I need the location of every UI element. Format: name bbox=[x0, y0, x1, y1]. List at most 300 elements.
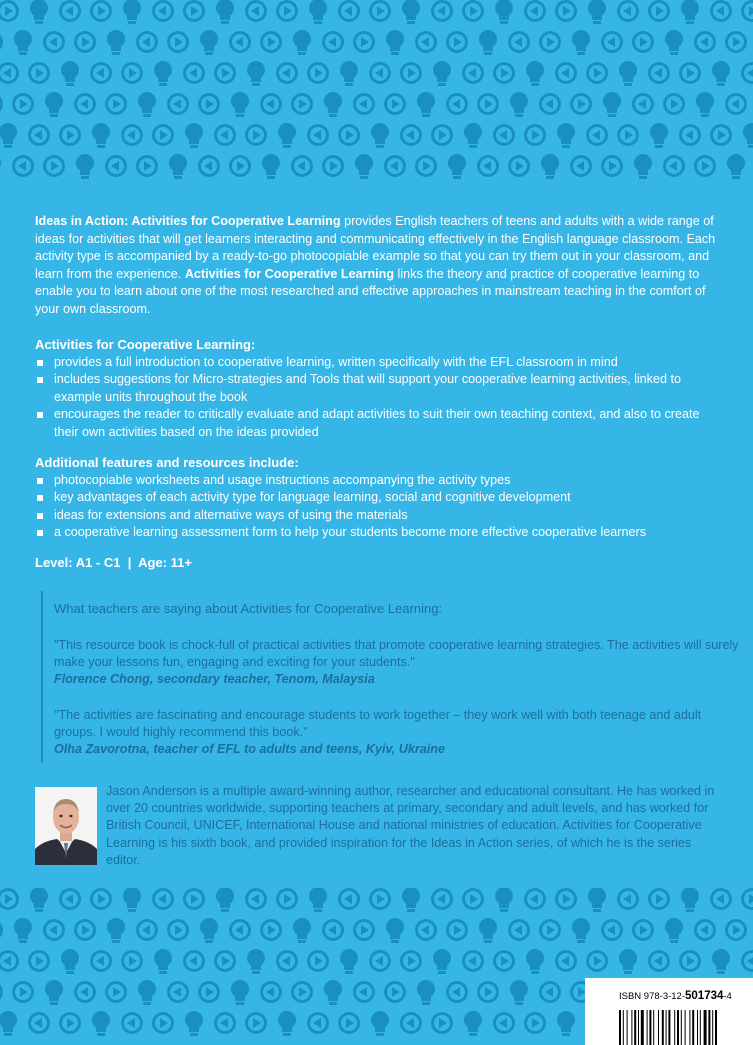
level-age-line: Level: A1 - C1 | Age: 11+ bbox=[35, 555, 192, 570]
back-circle-icon bbox=[539, 93, 561, 115]
list-item: photocopiable worksheets and usage instructions accompanying the activity types bbox=[35, 472, 725, 489]
barcode-bar bbox=[653, 1010, 654, 1045]
play-circle-icon bbox=[493, 950, 515, 972]
back-circle-icon bbox=[260, 981, 282, 1003]
back-circle-icon bbox=[462, 950, 484, 972]
lightbulb-icon bbox=[154, 949, 172, 974]
lightbulb-icon bbox=[402, 888, 420, 912]
back-circle-icon bbox=[601, 31, 623, 53]
lightbulb-icon bbox=[588, 0, 606, 24]
lightbulb-icon bbox=[324, 980, 342, 1005]
back-circle-icon bbox=[648, 950, 670, 972]
play-circle-icon bbox=[136, 155, 158, 177]
play-circle-icon bbox=[570, 93, 592, 115]
back-circle-icon bbox=[508, 31, 530, 53]
back-circle-icon bbox=[0, 93, 3, 115]
play-circle-icon bbox=[43, 155, 65, 177]
isbn-number bbox=[619, 990, 732, 1002]
back-circle-icon bbox=[276, 62, 298, 84]
barcode-bar bbox=[674, 1010, 675, 1045]
lightbulb-icon bbox=[154, 61, 172, 86]
lightbulb-icon bbox=[200, 918, 218, 943]
back-circle-icon bbox=[586, 124, 608, 146]
lightbulb-icon bbox=[185, 123, 203, 148]
play-circle-icon bbox=[586, 950, 608, 972]
lightbulb-icon bbox=[386, 918, 404, 943]
lightbulb-icon bbox=[510, 92, 528, 117]
back-circle-icon bbox=[183, 62, 205, 84]
features-list bbox=[35, 354, 725, 441]
back-circle-icon bbox=[741, 950, 753, 972]
play-circle-icon bbox=[710, 124, 732, 146]
lightbulb-icon bbox=[464, 123, 482, 148]
play-circle-icon bbox=[245, 1012, 267, 1034]
back-circle-icon bbox=[663, 155, 685, 177]
lightbulb-icon bbox=[0, 123, 17, 148]
lightbulb-icon bbox=[45, 92, 63, 117]
play-circle-icon bbox=[617, 124, 639, 146]
barcode-bar bbox=[649, 1010, 651, 1045]
back-circle-icon bbox=[245, 888, 267, 910]
barcode-bar bbox=[689, 1010, 690, 1045]
play-circle-icon bbox=[508, 155, 530, 177]
back-circle-icon bbox=[710, 0, 732, 22]
isbn-barcode-box bbox=[585, 978, 753, 1045]
lightbulb-icon bbox=[433, 61, 451, 86]
play-circle-icon bbox=[322, 155, 344, 177]
back-circle-icon bbox=[214, 124, 236, 146]
back-circle-icon bbox=[59, 0, 81, 22]
back-circle-icon bbox=[183, 950, 205, 972]
lightbulb-icon bbox=[371, 1011, 389, 1036]
barcode-bar bbox=[668, 1010, 670, 1045]
lightbulb-icon bbox=[45, 980, 63, 1005]
lightbulb-icon bbox=[185, 1011, 203, 1036]
lightbulb-icon bbox=[727, 154, 745, 179]
play-circle-icon bbox=[167, 919, 189, 941]
back-circle-icon bbox=[555, 950, 577, 972]
back-circle-icon bbox=[136, 919, 158, 941]
lightbulb-icon bbox=[61, 61, 79, 86]
play-circle-icon bbox=[384, 981, 406, 1003]
back-circle-icon bbox=[322, 31, 344, 53]
lightbulb-icon bbox=[541, 154, 559, 179]
play-circle-icon bbox=[679, 62, 701, 84]
play-circle-icon bbox=[477, 981, 499, 1003]
lightbulb-icon bbox=[138, 980, 156, 1005]
lightbulb-icon bbox=[495, 888, 513, 912]
play-circle-icon bbox=[28, 62, 50, 84]
lightbulb-icon bbox=[495, 0, 513, 24]
barcode-bar bbox=[712, 1010, 713, 1045]
back-circle-icon bbox=[338, 888, 360, 910]
back-circle-icon bbox=[121, 124, 143, 146]
lightbulb-icon bbox=[216, 0, 234, 24]
lightbulb-icon bbox=[0, 154, 1, 179]
play-circle-icon bbox=[400, 62, 422, 84]
additional-list bbox=[35, 472, 725, 542]
lightbulb-icon bbox=[603, 92, 621, 117]
barcode-bar bbox=[658, 1010, 659, 1045]
lightbulb-icon bbox=[510, 980, 528, 1005]
lightbulb-icon bbox=[402, 0, 420, 24]
lightbulb-icon bbox=[0, 1011, 17, 1036]
lightbulb-icon bbox=[712, 61, 730, 86]
lightbulb-icon bbox=[526, 949, 544, 974]
intro-text-2: links the theory and practice of cooperative learning to enable you to learn about one of the most researched and effective approaches in mainstream teaching in the comfort of your own classroom. bbox=[35, 266, 706, 316]
lightbulb-icon bbox=[324, 92, 342, 117]
back-circle-icon bbox=[524, 888, 546, 910]
play-circle-icon bbox=[741, 0, 753, 22]
play-circle-icon bbox=[725, 919, 747, 941]
play-circle-icon bbox=[353, 919, 375, 941]
back-circle-icon bbox=[43, 919, 65, 941]
back-circle-icon bbox=[43, 31, 65, 53]
back-circle-icon bbox=[245, 0, 267, 22]
barcode-bar bbox=[708, 1010, 710, 1045]
back-circle-icon bbox=[446, 93, 468, 115]
lightbulb-icon bbox=[696, 92, 714, 117]
lightbulb-icon bbox=[30, 888, 48, 912]
barcode-bar bbox=[638, 1010, 639, 1045]
lightbulb-icon bbox=[588, 888, 606, 912]
back-circle-icon bbox=[694, 31, 716, 53]
play-circle-icon bbox=[291, 981, 313, 1003]
play-circle-icon bbox=[74, 919, 96, 941]
play-circle-icon bbox=[539, 31, 561, 53]
play-circle-icon bbox=[555, 0, 577, 22]
additional-heading: Additional features and resources include: bbox=[35, 455, 299, 470]
play-circle-icon bbox=[229, 155, 251, 177]
back-circle-icon bbox=[400, 124, 422, 146]
play-circle-icon bbox=[384, 93, 406, 115]
lightbulb-icon bbox=[216, 888, 234, 912]
back-circle-icon bbox=[167, 981, 189, 1003]
back-circle-icon bbox=[694, 919, 716, 941]
testimonials-box bbox=[41, 591, 741, 763]
play-circle-icon bbox=[369, 888, 391, 910]
back-circle-icon bbox=[121, 1012, 143, 1034]
back-circle-icon bbox=[446, 981, 468, 1003]
back-circle-icon bbox=[369, 62, 391, 84]
back-circle-icon bbox=[741, 62, 753, 84]
back-circle-icon bbox=[136, 31, 158, 53]
play-circle-icon bbox=[679, 950, 701, 972]
play-circle-icon bbox=[105, 93, 127, 115]
play-circle-icon bbox=[632, 31, 654, 53]
lightbulb-icon bbox=[665, 918, 683, 943]
lightbulb-icon bbox=[634, 154, 652, 179]
play-circle-icon bbox=[183, 888, 205, 910]
back-circle-icon bbox=[0, 62, 19, 84]
back-circle-icon bbox=[632, 93, 654, 115]
lightbulb-icon bbox=[30, 0, 48, 24]
play-circle-icon bbox=[741, 888, 753, 910]
play-circle-icon bbox=[462, 888, 484, 910]
play-circle-icon bbox=[446, 31, 468, 53]
lightbulb-icon bbox=[169, 154, 187, 179]
back-circle-icon bbox=[28, 124, 50, 146]
back-circle-icon bbox=[0, 950, 19, 972]
barcode-icon bbox=[619, 1010, 749, 1045]
barcode-bar bbox=[619, 1010, 621, 1045]
back-circle-icon bbox=[229, 919, 251, 941]
list-item: includes suggestions for Micro-strategies and Tools that will support your cooperative learning activities, linked to example units throughout the book bbox=[35, 371, 725, 406]
lightbulb-icon bbox=[448, 154, 466, 179]
lightbulb-icon bbox=[278, 1011, 296, 1036]
play-circle-icon bbox=[369, 0, 391, 22]
back-circle-icon bbox=[415, 31, 437, 53]
author-photo bbox=[35, 787, 97, 865]
play-circle-icon bbox=[524, 124, 546, 146]
play-circle-icon bbox=[338, 1012, 360, 1034]
lightbulb-icon bbox=[743, 123, 753, 148]
lightbulb-icon bbox=[681, 0, 699, 24]
play-circle-icon bbox=[415, 155, 437, 177]
back-circle-icon bbox=[276, 950, 298, 972]
play-circle-icon bbox=[431, 1012, 453, 1034]
back-circle-icon bbox=[493, 124, 515, 146]
back-circle-icon bbox=[260, 93, 282, 115]
play-circle-icon bbox=[586, 62, 608, 84]
barcode-bar bbox=[681, 1010, 682, 1045]
lightbulb-icon bbox=[479, 918, 497, 943]
back-circle-icon bbox=[415, 919, 437, 941]
lightbulb-icon bbox=[309, 0, 327, 24]
lightbulb-icon bbox=[92, 123, 110, 148]
back-circle-icon bbox=[648, 62, 670, 84]
play-circle-icon bbox=[725, 31, 747, 53]
barcode-bar bbox=[634, 1010, 636, 1045]
lightbulb-icon bbox=[681, 888, 699, 912]
top-icon-pattern bbox=[0, 0, 753, 185]
back-circle-icon bbox=[322, 919, 344, 941]
play-circle-icon bbox=[648, 0, 670, 22]
back-circle-icon bbox=[214, 1012, 236, 1034]
lightbulb-icon bbox=[138, 92, 156, 117]
lightbulb-icon bbox=[76, 154, 94, 179]
back-circle-icon bbox=[74, 93, 96, 115]
back-circle-icon bbox=[0, 981, 3, 1003]
lightbulb-icon bbox=[712, 949, 730, 974]
lightbulb-icon bbox=[464, 1011, 482, 1036]
intro-book-name: Activities for Cooperative Learning bbox=[184, 266, 395, 281]
author-bio: Jason Anderson is a multiple award-winning author, researcher and educational consultant. He has worked in over 20 countries worldwide, supporting teachers at primary, secondary and adult levels, and has worked for British Council, UNICEF, International House and national ministries of education. Activities for Cooperative Learning is his sixth book, and provided inspiration for the Ideas in Action series, of which he is the series editor. bbox=[106, 784, 715, 867]
back-circle-icon bbox=[431, 0, 453, 22]
testimonial-quote: "The activities are fascinating and encourage students to work together – they work well with both teenage and adult groups. I would highly recommend this book." bbox=[54, 708, 702, 739]
barcode-bar bbox=[700, 1010, 701, 1045]
barcode-bar bbox=[662, 1010, 664, 1045]
lightbulb-icon bbox=[262, 154, 280, 179]
lightbulb-icon bbox=[61, 949, 79, 974]
back-circle-icon bbox=[601, 919, 623, 941]
back-circle-icon bbox=[384, 155, 406, 177]
testimonial-author: Olha Zavorotna, teacher of EFL to adults and teens, Kyiv, Ukraine bbox=[54, 742, 445, 756]
lightbulb-icon bbox=[619, 61, 637, 86]
play-circle-icon bbox=[152, 1012, 174, 1034]
back-circle-icon bbox=[353, 93, 375, 115]
back-circle-icon bbox=[198, 155, 220, 177]
play-circle-icon bbox=[198, 93, 220, 115]
play-circle-icon bbox=[0, 0, 19, 22]
play-circle-icon bbox=[90, 888, 112, 910]
back-circle-icon bbox=[617, 0, 639, 22]
play-circle-icon bbox=[291, 93, 313, 115]
lightbulb-icon bbox=[665, 30, 683, 55]
lightbulb-icon bbox=[386, 30, 404, 55]
testimonials-heading: What teachers are saying about Activities for Cooperative Learning: bbox=[54, 601, 443, 616]
barcode-bar bbox=[647, 1010, 648, 1045]
lightbulb-icon bbox=[557, 123, 575, 148]
play-circle-icon bbox=[493, 62, 515, 84]
lightbulb-icon bbox=[14, 918, 32, 943]
lightbulb-icon bbox=[107, 918, 125, 943]
play-circle-icon bbox=[353, 31, 375, 53]
play-circle-icon bbox=[276, 888, 298, 910]
back-circle-icon bbox=[725, 93, 747, 115]
lightbulb-icon bbox=[247, 949, 265, 974]
play-circle-icon bbox=[276, 0, 298, 22]
back-circle-icon bbox=[539, 981, 561, 1003]
lightbulb-icon bbox=[340, 61, 358, 86]
play-circle-icon bbox=[12, 93, 34, 115]
play-circle-icon bbox=[0, 919, 3, 941]
play-circle-icon bbox=[539, 919, 561, 941]
back-circle-icon bbox=[307, 1012, 329, 1034]
lightbulb-icon bbox=[557, 1011, 575, 1036]
play-circle-icon bbox=[90, 0, 112, 22]
play-circle-icon bbox=[632, 919, 654, 941]
play-circle-icon bbox=[105, 981, 127, 1003]
play-circle-icon bbox=[462, 0, 484, 22]
lightbulb-icon bbox=[619, 949, 637, 974]
back-circle-icon bbox=[291, 155, 313, 177]
back-circle-icon bbox=[570, 155, 592, 177]
lightbulb-icon bbox=[309, 888, 327, 912]
back-circle-icon bbox=[617, 888, 639, 910]
barcode-bar bbox=[697, 1010, 698, 1045]
back-circle-icon bbox=[400, 1012, 422, 1034]
back-circle-icon bbox=[524, 0, 546, 22]
back-circle-icon bbox=[229, 31, 251, 53]
play-circle-icon bbox=[0, 31, 3, 53]
lightbulb-icon bbox=[123, 0, 141, 24]
lightbulb-icon bbox=[417, 980, 435, 1005]
barcode-bar bbox=[692, 1010, 694, 1045]
features-section bbox=[35, 337, 725, 441]
back-circle-icon bbox=[431, 888, 453, 910]
barcode-bar bbox=[685, 1010, 686, 1045]
back-circle-icon bbox=[105, 155, 127, 177]
back-circle-icon bbox=[462, 62, 484, 84]
play-circle-icon bbox=[260, 31, 282, 53]
play-circle-icon bbox=[307, 950, 329, 972]
play-circle-icon bbox=[59, 124, 81, 146]
back-circle-icon bbox=[90, 62, 112, 84]
back-circle-icon bbox=[12, 155, 34, 177]
lightbulb-icon bbox=[433, 949, 451, 974]
intro-title: Ideas in Action: Activities for Cooperative Learning bbox=[35, 214, 341, 228]
play-circle-icon bbox=[260, 919, 282, 941]
back-circle-icon bbox=[59, 888, 81, 910]
lightbulb-icon bbox=[231, 980, 249, 1005]
play-circle-icon bbox=[307, 62, 329, 84]
back-circle-icon bbox=[152, 0, 174, 22]
list-item: key advantages of each activity type for language learning, social and cognitive development bbox=[35, 489, 725, 506]
play-circle-icon bbox=[477, 93, 499, 115]
back-circle-icon bbox=[90, 950, 112, 972]
intro-paragraph bbox=[35, 213, 725, 319]
back-circle-icon bbox=[555, 62, 577, 84]
back-circle-icon bbox=[353, 981, 375, 1003]
play-circle-icon bbox=[59, 1012, 81, 1034]
lightbulb-icon bbox=[92, 1011, 110, 1036]
play-circle-icon bbox=[431, 124, 453, 146]
isbn-bold: 501734 bbox=[685, 990, 724, 1002]
play-circle-icon bbox=[245, 124, 267, 146]
lightbulb-icon bbox=[107, 30, 125, 55]
barcode-bar bbox=[704, 1010, 707, 1045]
play-circle-icon bbox=[446, 919, 468, 941]
back-circle-icon bbox=[710, 888, 732, 910]
play-circle-icon bbox=[121, 62, 143, 84]
list-item: ideas for extensions and alternative ways of using the materials bbox=[35, 507, 725, 524]
play-circle-icon bbox=[198, 981, 220, 1003]
barcode-bar bbox=[627, 1010, 628, 1045]
lightbulb-icon bbox=[572, 30, 590, 55]
lightbulb-icon bbox=[479, 30, 497, 55]
lightbulb-icon bbox=[293, 918, 311, 943]
back-circle-icon bbox=[28, 1012, 50, 1034]
author-portrait-icon bbox=[35, 787, 97, 865]
back-circle-icon bbox=[477, 155, 499, 177]
play-circle-icon bbox=[694, 155, 716, 177]
back-circle-icon bbox=[493, 1012, 515, 1034]
lightbulb-icon bbox=[123, 888, 141, 912]
play-circle-icon bbox=[555, 888, 577, 910]
lightbulb-icon bbox=[526, 61, 544, 86]
back-circle-icon bbox=[508, 919, 530, 941]
play-circle-icon bbox=[74, 31, 96, 53]
play-circle-icon bbox=[152, 124, 174, 146]
lightbulb-icon bbox=[14, 30, 32, 55]
lightbulb-icon bbox=[355, 154, 373, 179]
back-circle-icon bbox=[167, 93, 189, 115]
barcode-bar bbox=[666, 1010, 667, 1045]
isbn-suffix: -4 bbox=[723, 991, 732, 1002]
play-circle-icon bbox=[12, 981, 34, 1003]
back-circle-icon bbox=[679, 124, 701, 146]
back-circle-icon bbox=[74, 981, 96, 1003]
lightbulb-icon bbox=[417, 92, 435, 117]
intro-text-1: provides English teachers of teens and adults with a wide range of ideas for activities that will get learners interacting and communicating effectively in the English language classroom. Each activity type is accompanied by a ready-to-go photocopiable example so that you can try them out in your classroom, and learn from the experience. bbox=[35, 214, 716, 281]
isbn-prefix: ISBN 978-3-12- bbox=[619, 991, 686, 1002]
back-circle-icon bbox=[152, 888, 174, 910]
barcode-bar bbox=[677, 1010, 679, 1045]
play-circle-icon bbox=[524, 1012, 546, 1034]
play-circle-icon bbox=[28, 950, 50, 972]
lightbulb-icon bbox=[650, 123, 668, 148]
features-heading: Activities for Cooperative Learning: bbox=[35, 337, 256, 352]
play-circle-icon bbox=[0, 888, 19, 910]
barcode-bar bbox=[631, 1010, 632, 1045]
play-circle-icon bbox=[214, 950, 236, 972]
lightbulb-icon bbox=[278, 123, 296, 148]
lightbulb-icon bbox=[293, 30, 311, 55]
testimonial-quote: "This resource book is chock-full of practical activities that promote cooperative learning strategies. The activities will surely make your lessons fun, engaging and exciting for your students." bbox=[54, 638, 739, 669]
play-circle-icon bbox=[214, 62, 236, 84]
additional-section bbox=[35, 455, 725, 542]
